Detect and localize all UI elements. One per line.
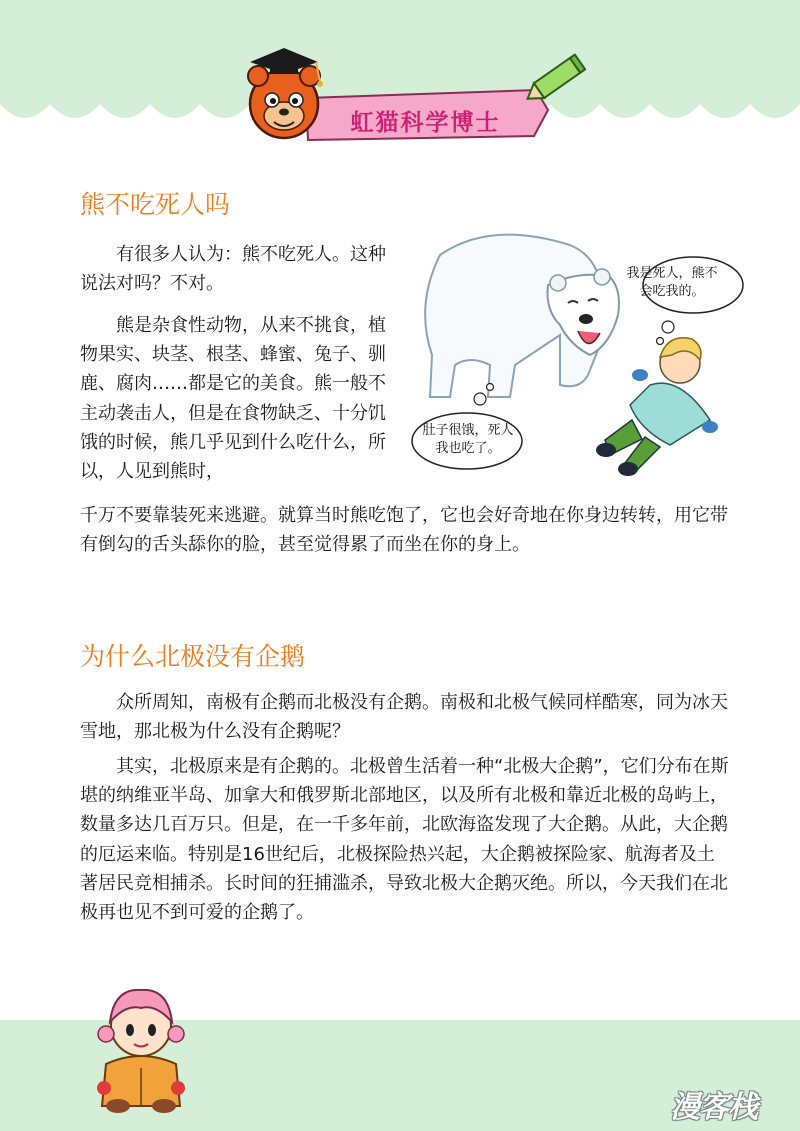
bubble-bear-text: 肚子很饿，死人我也吃了。 bbox=[422, 423, 514, 456]
section1-title: 熊不吃死人吗 bbox=[80, 190, 231, 219]
section2-paragraph-2: 其实，北极原来是有企鹅的。北极曾生活着一种“北极大企鹅”，它们分布在斯堪的纳维亚半岛、加拿大和俄罗斯北部地区，以及所有北极和靠近北极的岛屿上，数量多达几百万只。但是，在一千多年前，北欧海盗发现了大企鹅。从此，大企鹅的厄运来临。特别是16世纪后，北极探险热兴起，大企鹅被探险家、航海者及土著居民竞相捕杀。长时间的狂捕滥杀，导致北极大企鹅灭绝。所以，今天我们在北极再也见不到可爱的企鹅了。 bbox=[80, 756, 729, 924]
section1-paragraph-2a: 熊是杂食性动物，从来不挑食，植物果实、块茎、根茎、蜂蜜、兔子、驯鹿、腐肉……都是它的美食。熊一般不主动袭击人，但是在食物缺乏、十分饥饿的时候，熊几乎见到什么吃什么，所以，人见到熊时， bbox=[80, 315, 386, 483]
section1-paragraph-2b: 千万不要靠装死来逃避。就算当时熊吃饱了，它也会好奇地在你身边转转，用它带有倒勾的舌头舔你的脸，甚至觉得累了而坐在你的身上。 bbox=[80, 505, 728, 556]
section1-paragraph-1: 有很多人认为：熊不吃死人。这种说法对吗？不对。 bbox=[80, 244, 386, 295]
logo-title: 虹猫科学博士 bbox=[350, 110, 501, 136]
bubble-kid-text: 我是死人，熊不会吃我的。 bbox=[626, 266, 718, 299]
section2-title: 为什么北极没有企鹅 bbox=[80, 642, 306, 671]
watermark: 漫客栈 bbox=[670, 1090, 757, 1125]
girl-mascot bbox=[96, 978, 186, 1118]
section2-paragraph-1: 众所周知，南极有企鹅而北极没有企鹅。南极和北极气候同样酷寒，同为冰天雪地，那北极为什么没有企鹅呢？ bbox=[80, 692, 728, 743]
